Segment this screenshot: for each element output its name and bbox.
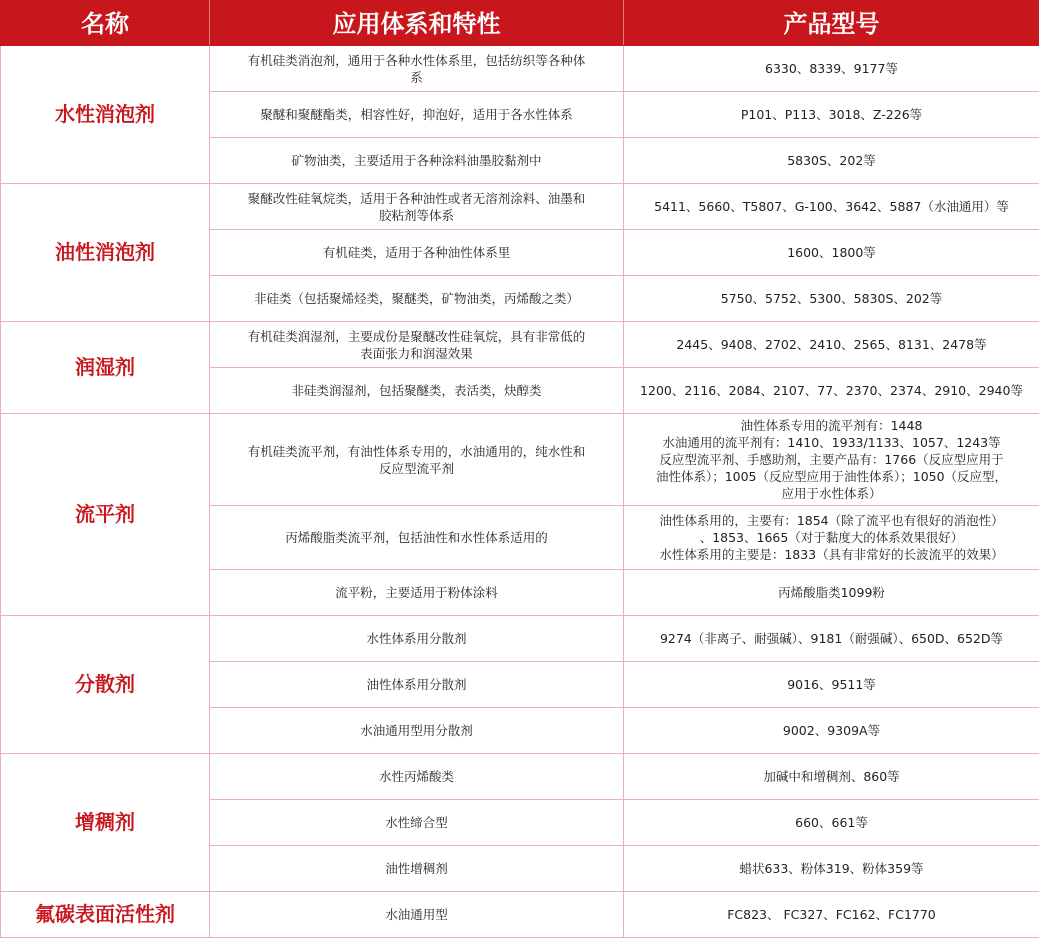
- category-name: 氟碳表面活性剂: [1, 892, 210, 938]
- feature-cell: 非硅类润湿剂，包括聚醚类，表活类，炔醇类: [210, 368, 624, 414]
- feature-cell: 丙烯酸脂类流平剂，包括油性和水性体系适用的: [210, 506, 624, 570]
- table-row: [1, 892, 1039, 938]
- feature-cell: 水性缔合型: [210, 800, 624, 846]
- feature-cell: 流平粉，主要适用于粉体涂料: [210, 570, 624, 616]
- feature-cell: 水油通用型: [210, 892, 624, 938]
- header-name: 名称: [1, 1, 210, 46]
- category-name: 润湿剂: [1, 322, 210, 414]
- product-cell: 660、661等: [624, 800, 1039, 846]
- header-row: [1, 1, 1039, 46]
- category-name: 分散剂: [1, 616, 210, 754]
- category-name: 增稠剂: [1, 754, 210, 892]
- feature-cell: 非硅类（包括聚烯烃类，聚醚类，矿物油类，丙烯酸之类）: [210, 276, 624, 322]
- category-name: 流平剂: [1, 414, 210, 616]
- product-cell: 5750、5752、5300、5830S、202等: [624, 276, 1039, 322]
- product-cell: 9016、9511等: [624, 662, 1039, 708]
- feature-cell: 水性体系用分散剂: [210, 616, 624, 662]
- table-row: [1, 414, 1039, 506]
- product-cell: 5830S、202等: [624, 138, 1039, 184]
- category-name: 油性消泡剂: [1, 184, 210, 322]
- table-row: [1, 46, 1039, 92]
- product-cell: 蜡状633、粉体319、粉体359等: [624, 846, 1039, 892]
- product-cell: 油性体系用的，主要有：1854（除了流平也有很好的消泡性） 、1853、1665（对于黏度大的体系效果很好） 水性体系用的主要是：1833（具有非常好的长波流平的效果）: [624, 506, 1039, 570]
- table-row: [1, 184, 1039, 230]
- feature-cell: 油性体系用分散剂: [210, 662, 624, 708]
- table-row: [1, 616, 1039, 662]
- feature-cell: 矿物油类，主要适用于各种涂料油墨胶黏剂中: [210, 138, 624, 184]
- product-cell: 丙烯酸脂类1099粉: [624, 570, 1039, 616]
- table-row: [1, 322, 1039, 368]
- product-cell: 6330、8339、9177等: [624, 46, 1039, 92]
- product-cell: 9274（非离子、耐强碱）、9181（耐强碱）、650D、652D等: [624, 616, 1039, 662]
- product-cell: 加碱中和增稠剂、860等: [624, 754, 1039, 800]
- feature-cell: 有机硅类消泡剂，通用于各种水性体系里，包括纺织等各种体 系: [210, 46, 624, 92]
- product-cell: 1600、1800等: [624, 230, 1039, 276]
- feature-cell: 油性增稠剂: [210, 846, 624, 892]
- product-cell: P101、P113、3018、Z-226等: [624, 92, 1039, 138]
- feature-cell: 水性丙烯酸类: [210, 754, 624, 800]
- header-products: 产品型号: [624, 1, 1039, 46]
- table-row: [1, 754, 1039, 800]
- feature-cell: 聚醚和聚醚酯类，相容性好，抑泡好，适用于各水性体系: [210, 92, 624, 138]
- product-cell: FC823、 FC327、FC162、FC1770: [624, 892, 1039, 938]
- header-features: 应用体系和特性: [210, 1, 624, 46]
- feature-cell: 有机硅类流平剂，有油性体系专用的，水油通用的，纯水性和 反应型流平剂: [210, 414, 624, 506]
- category-name: 水性消泡剂: [1, 46, 210, 184]
- product-cell: 2445、9408、2702、2410、2565、8131、2478等: [624, 322, 1039, 368]
- feature-cell: 水油通用型用分散剂: [210, 708, 624, 754]
- feature-cell: 聚醚改性硅氧烷类，适用于各种油性或者无溶剂涂料、油墨和 胶粘剂等体系: [210, 184, 624, 230]
- product-cell: 5411、5660、T5807、G-100、3642、5887（水油通用）等: [624, 184, 1039, 230]
- product-cell: 1200、2116、2084、2107、77、2370、2374、2910、2940等: [624, 368, 1039, 414]
- product-cell: 9002、9309A等: [624, 708, 1039, 754]
- product-cell: 油性体系专用的流平剂有：1448 水油通用的流平剂有：1410、1933/1133、1057、1243等 反应型流平剂、手感助剂，主要产品有：1766（反应型应用于 油性体系）；1005（反应型应用于油性体系）；1050（反应型， 应用于水性体系）: [624, 414, 1039, 506]
- feature-cell: 有机硅类润湿剂，主要成份是聚醚改性硅氧烷，具有非常低的 表面张力和润湿效果: [210, 322, 624, 368]
- feature-cell: 有机硅类，适用于各种油性体系里: [210, 230, 624, 276]
